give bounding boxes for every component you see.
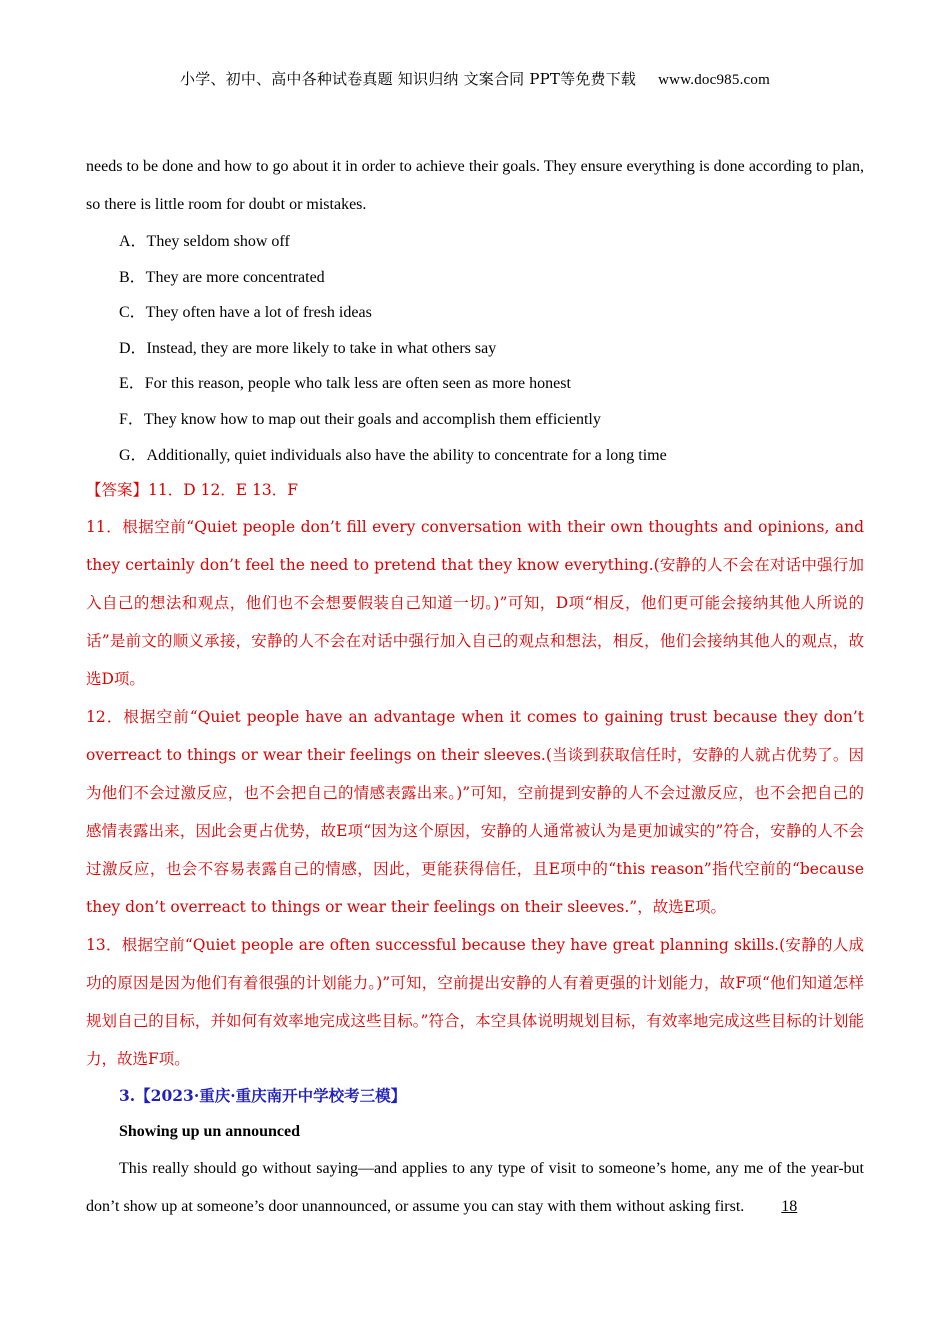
- options-list: [86, 224, 864, 473]
- explanation-13: 13．根据空前“Quiet people are often successful because they have great planning skills.(安静的人成功的原因是因为他们有着很强的计划能力。)”可知，空前提出安静的人有着更强的计划能力，故F项“他们知道怎样规划自己的目标，并如何有效率地完成这些目标。”符合，本空具体说明规划目标，有效率地完成这些目标的计划能力，故选F项。: [86, 936, 864, 1069]
- explanation-11: 11．根据空前“Quiet people don’t fill every conversation with their own thoughts and opinions, and they certainly don’t feel the need to pretend that they know everything.(安静的人不会在对话中强行加入自己的想法和观点，他们也不会想要假装自己知道一切。)”可知，D项“相反，他们更可能会接纳其他人所说的话”是前文的顺义承接，安静的人不会在对话中强行加入自己的观点和想法，相反，他们会接纳其他人的观点，故选D项。: [86, 518, 864, 689]
- option-e: E．For this reason, people who talk less are often seen as more honest: [119, 375, 571, 393]
- option-b: B．They are more concentrated: [119, 268, 325, 286]
- page-header: [0, 68, 950, 89]
- passage-text: This really should go without saying—and applies to any type of visit to someone’s home, any me of the year-but don’t show up at someone’s door unannounced, or assume you can stay with them without asking first.: [86, 1160, 864, 1216]
- document-body: [86, 148, 864, 1226]
- section-heading: 3.【2023·重庆·重庆南开中学校考三模】: [119, 1086, 407, 1106]
- header-text: 小学、初中、高中各种试卷真题 知识归纳 文案合同 PPT等免费下载: [180, 70, 637, 88]
- header-url[interactable]: www.doc985.com: [658, 72, 770, 88]
- intro-paragraph: needs to be done and how to go about it in order to achieve their goals. They ensure everything is done according to plan, so there is little room for doubt or mistakes.: [86, 158, 864, 213]
- blank-18: 18: [781, 1198, 798, 1216]
- option-d: D．Instead, they are more likely to take in what others say: [119, 339, 497, 357]
- option-g: G．Additionally, quiet individuals also have the ability to concentrate for a long time: [119, 446, 667, 464]
- option-f: F．They know how to map out their goals and accomplish them efficiently: [119, 410, 601, 428]
- answer-line: 【答案】11．D 12．E 13．F: [86, 481, 299, 500]
- option-c: C．They often have a lot of fresh ideas: [119, 304, 372, 322]
- passage-title: Showing up un announced: [119, 1123, 300, 1141]
- option-a: A．They seldom show off: [119, 233, 290, 250]
- explanation-12: 12．根据空前“Quiet people have an advantage when it comes to gaining trust because they don’t overreact to things or wear their feelings on their sleeves.(当谈到获取信任时，安静的人就占优势了。因为他们不会过激反应，也不会把自己的情感表露出来。)”可知，空前提到安静的人不会过激反应，也不会把自己的感情表露出来，因此会更占优势，故E项“因为这个原因，安静的人通常被认为是更加诚实的”符合，安静的人不会过激反应，也会不容易表露自己的情感，因此，更能获得信任，且E项中的“this reason”指代空前的“because they don’t overreact to things or wear their feelings on their sleeves.”，故选E项。: [86, 708, 864, 917]
- passage-paragraph: [86, 1150, 864, 1226]
